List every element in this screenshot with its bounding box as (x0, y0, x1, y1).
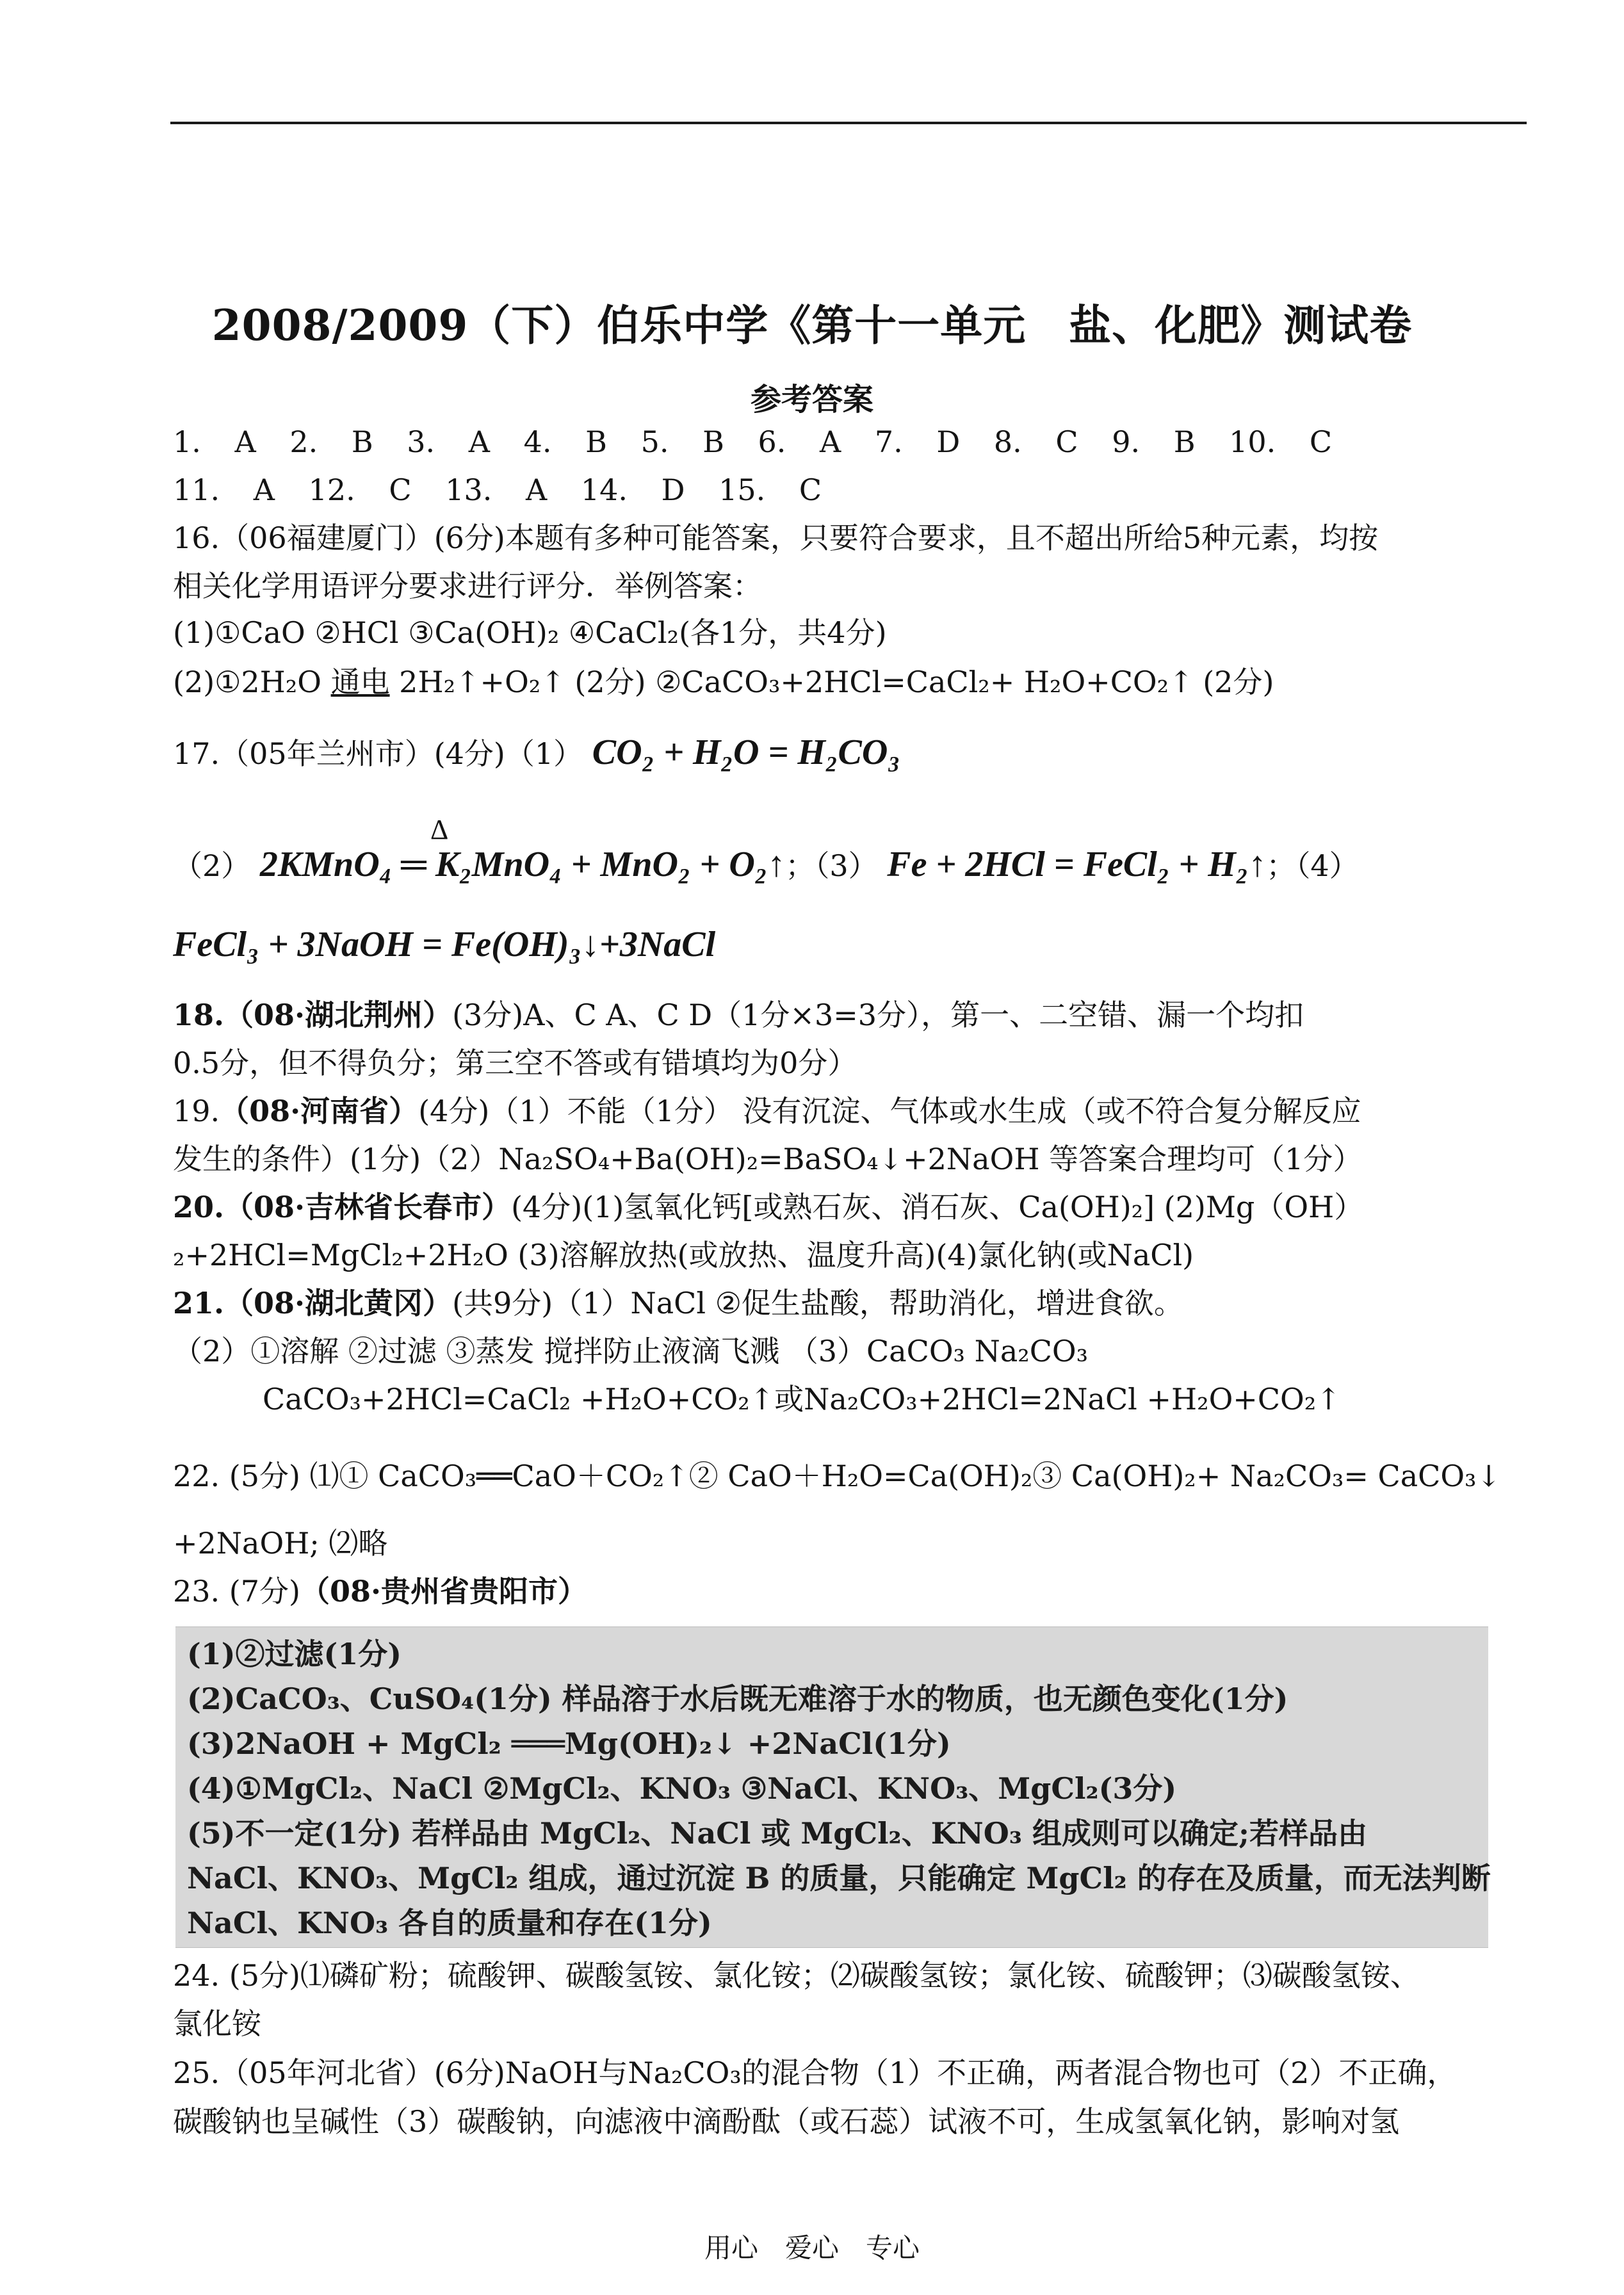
answer-22-line-2: +2NaOH; ⑵略 (173, 1526, 388, 1561)
answer-22-line-1: 22. (5分) ⑴① CaCO₃══CaO＋CO₂↑② CaO＋H₂O=Ca(OH)₂③ Ca(OH)₂+ Na₂CO₃= CaCO₃↓ (173, 1459, 1502, 1493)
answer-16-line-4 (173, 666, 1274, 699)
answer-19-number: 19. (173, 1094, 220, 1128)
answer-24-line-1: 24. (5分)⑴磷矿粉；硫酸钾、碳酸氢铵、氯化铵；⑵碳酸氢铵；氯化铵、硫酸钾；⑶碳酸氢铵、 (173, 1958, 1420, 1993)
page-subtitle: 参考答案 (750, 382, 873, 418)
answer-17-label: 17.（05年兰州市）(4分)（1） (173, 736, 583, 771)
answer-20-body: (4分)(1)氢氧化钙[或熟石灰、消石灰、Ca(OH)₂] (2)Mg（OH） (511, 1190, 1364, 1224)
page-footer: 用心 爱心 专心 (704, 2232, 920, 2264)
answer-25-line-1: 25.（05年河北省）(6分)NaOH与Na₂CO₃的混合物（1）不正确，两者混合物也可（2）不正确， (173, 2056, 1457, 2090)
answer-17-part-2-label: （2） (173, 848, 251, 883)
answer-21-line-1 (173, 1287, 1183, 1320)
scan-line-7: NaCl、KNO₃ 各自的质量和存在(1分) (187, 1906, 712, 1940)
scanned-answer-image (175, 1626, 1491, 1948)
answer-17-part-4-label: ；（4） (1266, 848, 1359, 883)
answer-21-source: 21.（08·湖北黄冈） (173, 1286, 453, 1320)
answer-17-line-2 (173, 845, 1359, 885)
answers-mc-row-2: 11. A 12. C 13. A 14. D 15. C (173, 473, 822, 507)
answer-24-line-2: 氯化铵 (173, 2006, 261, 2041)
answer-17-line-3 (173, 925, 715, 965)
answer-16-line-4-post: 2H₂↑+O₂↑ (2分) ②CaCO₃+2HCl=CaCl₂+ H₂O+CO₂↑ (2分) (389, 665, 1274, 699)
answer-23-line-1 (173, 1575, 587, 1608)
answer-21-line-2: （2）①溶解 ②过滤 ③蒸发 搅拌防止液滴飞溅 （3）CaCO₃ Na₂CO₃ (173, 1334, 1089, 1368)
answer-23-points: 23. (7分) (173, 1574, 300, 1609)
answer-25-line-2: 碳酸钠也呈碱性（3）碳酸钠，向滤液中滴酚酞（或石蕊）试液不可，生成氢氧化钠，影响对氢 (173, 2104, 1400, 2139)
answer-18-source: 18.（08·湖北荆州） (173, 998, 453, 1032)
scan-line-4: (4)①MgCl₂、NaCl ②MgCl₂、KNO₃ ③NaCl、KNO₃、MgCl₂(3分) (187, 1771, 1177, 1806)
scan-line-5: (5)不一定(1分) 若样品由 MgCl₂、NaCl 或 MgCl₂、KNO₃ 组成则可以确定;若样品由 (187, 1816, 1367, 1851)
scan-line-6: NaCl、KNO₃、MgCl₂ 组成，通过沉淀 B 的质量，只能确定 MgCl₂ 的存在及质量，而无法判断 (187, 1861, 1491, 1895)
answer-17-formula-1: CO₂ + H₂O = H₂CO₃ (592, 733, 900, 772)
answer-23-source: （08·贵州省贵阳市） (300, 1574, 587, 1609)
answer-19-body: (4分)（1）不能（1分） 没有沉淀、气体或水生成（或不符合复分解反应 (418, 1094, 1361, 1128)
scan-line-2: (2)CaCO₃、CuSO₄(1分) 样品溶于水后既无难溶于水的物质，也无颜色变化(1分) (187, 1682, 1288, 1716)
answer-16-line-2: 相关化学用语评分要求进行评分．举例答案： (173, 569, 762, 603)
scan-line-3: (3)2NaOH + MgCl₂ ═══Mg(OH)₂↓ +2NaCl(1分) (187, 1726, 951, 1761)
answer-17-line-1 (173, 733, 900, 773)
answer-21-line-3: CaCO₃+2HCl=CaCl₂ +H₂O+CO₂↑或Na₂CO₃+2HCl=2NaCl +H₂O+CO₂↑ (263, 1382, 1341, 1416)
answer-18-line-1 (173, 999, 1304, 1032)
answer-17-part-3-label: ；（3） (785, 848, 878, 883)
answer-20-line-2: ₂+2HCl=MgCl₂+2H₂O (3)溶解放热(或放热、温度升高)(4)氯化钠(或NaCl) (173, 1238, 1194, 1272)
answer-20-source: 20.（08·吉林省长春市） (173, 1190, 512, 1224)
answer-17-formula-2: 2KMnO₄ ═ K₂MnO₄ + MnO₂ + O₂↑ (259, 845, 786, 884)
electrolysis-condition: 通电 (330, 665, 390, 699)
answer-16-line-4-pre: (2)①2H₂O (173, 665, 331, 699)
answer-17-formula-4: FeCl₃ + 3NaOH = Fe(OH)₃↓+3NaCl (173, 925, 716, 964)
answer-20-line-1 (173, 1191, 1363, 1224)
answers-mc-row-1: 1. A 2. B 3. A 4. B 5. B 6. A 7. D 8. C 9. B 10. C (173, 425, 1333, 459)
scan-line-1: (1)②过滤(1分) (187, 1637, 402, 1671)
header-rule (170, 122, 1527, 124)
answer-16-line-3: (1)①CaO ②HCl ③Ca(OH)₂ ④CaCl₂(各1分，共4分) (173, 615, 887, 650)
page-title: 2008/2009（下）伯乐中学《第十一单元 盐、化肥》测试卷 (211, 300, 1413, 350)
answer-21-body: (共9分)（1）NaCl ②促生盐酸，帮助消化，增进食欲。 (452, 1286, 1183, 1320)
answer-19-line-1 (173, 1095, 1361, 1128)
answer-19-line-2: 发生的条件）(1分)（2）Na₂SO₄+Ba(OH)₂=BaSO₄↓+2NaOH 等答案合理均可（1分） (173, 1142, 1363, 1176)
answer-18-line-2: 0.5分，但不得负分；第三空不答或有错填均为0分） (173, 1046, 857, 1080)
answer-19-source: （08·河南省） (220, 1094, 419, 1128)
answer-17-formula-3: Fe + 2HCl = FeCl₂ + H₂↑ (887, 845, 1267, 884)
answer-16-line-1: 16.（06福建厦门）(6分)本题有多种可能答案，只要符合要求，且不超出所给5种元素，均按 (173, 521, 1379, 555)
heating-condition-symbol: Δ (430, 814, 449, 845)
answer-18-body: (3分)A、C A、C D（1分×3=3分），第一、二空错、漏一个均扣 (452, 998, 1304, 1032)
